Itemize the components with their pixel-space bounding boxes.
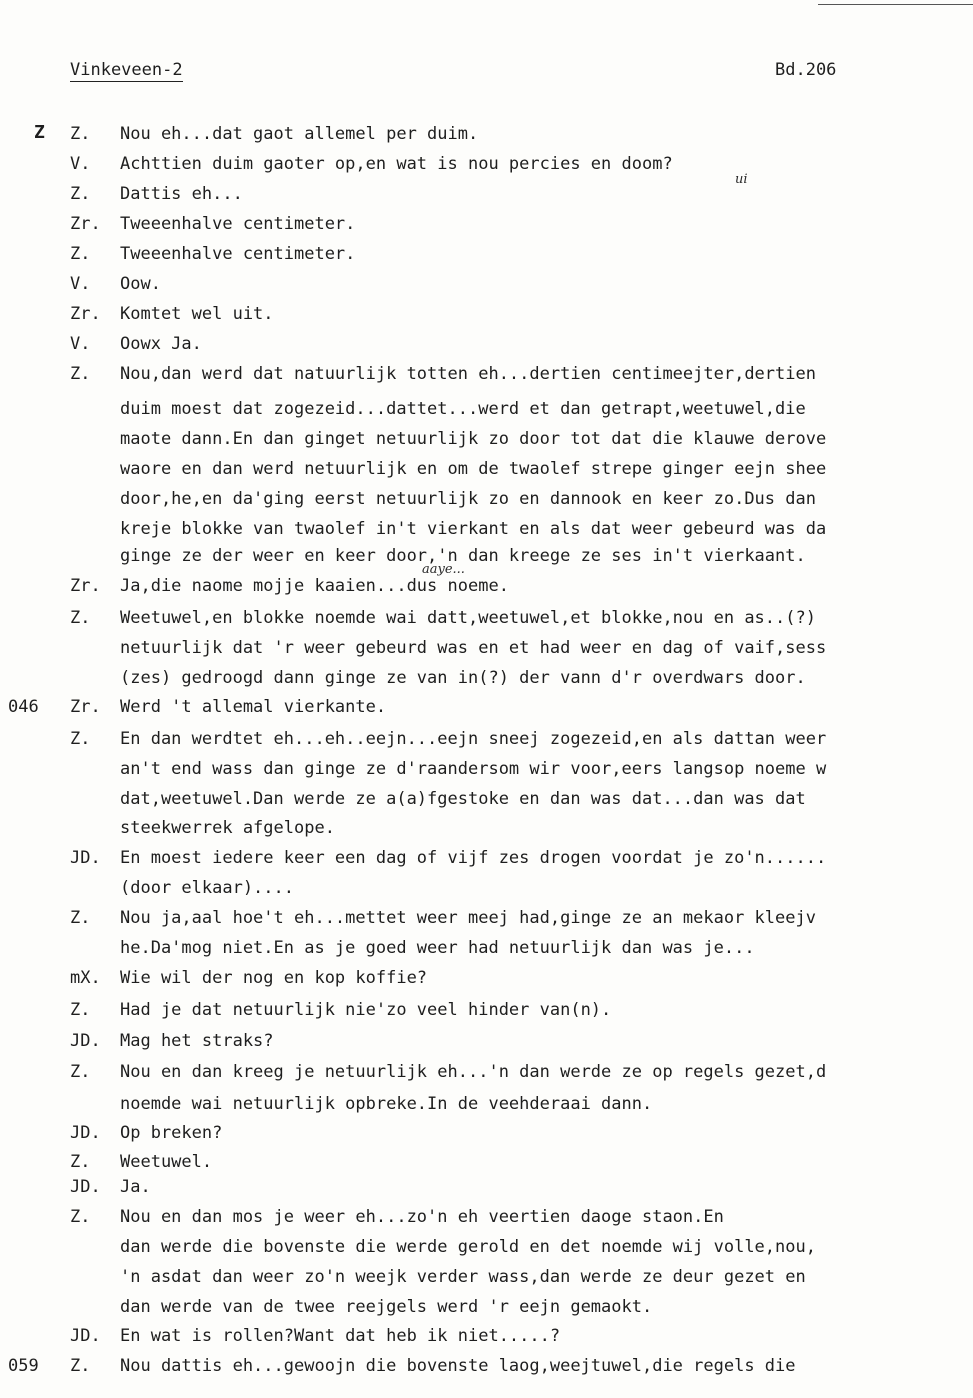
line-text: door,he,en da'ging eerst netuurlijk zo en dannook en keer zo.Dus dan	[120, 489, 816, 509]
speaker-label: JD.	[70, 1123, 101, 1143]
line-text: Nou eh...dat gaot allemel per duim.	[120, 124, 479, 144]
line-text: Nou en dan mos je weer eh...zo'n eh veertien daoge staon.En	[120, 1207, 724, 1227]
line-text: Had je dat netuurlijk nie'zo veel hinder van(n).	[120, 1000, 612, 1020]
line-text: En dan werdtet eh...eh..eejn...eejn sneej zogezeid,en als dattan weer	[120, 729, 827, 749]
speaker-label: JD.	[70, 1177, 101, 1197]
line-text: an't end wass dan ginge ze d'raandersom wir voor,eers langsop noeme w	[120, 759, 827, 779]
line-text: kreje blokke van twaolef in't vierkant en als dat weer gebeurd was da	[120, 519, 827, 539]
speaker-label: Zr.	[70, 304, 101, 324]
speaker-label: Z.	[70, 908, 91, 928]
speaker-label: Z.	[70, 1000, 91, 1020]
line-text: Tweeenhalve centimeter.	[120, 214, 356, 234]
speaker-label: JD.	[70, 848, 101, 868]
line-text: Oowx Ja.	[120, 334, 202, 354]
speaker-label: Z.	[70, 1152, 91, 1172]
speaker-label: Z.	[70, 1356, 91, 1376]
speaker-label: Z.	[70, 364, 91, 384]
line-text: dan werde van de twee reejgels werd 'r eejn gemaokt.	[120, 1297, 653, 1317]
speaker-label: Z.	[70, 1207, 91, 1227]
speaker-label: JD.	[70, 1326, 101, 1346]
speaker-label: Z.	[70, 244, 91, 264]
speaker-label: Z.	[70, 124, 91, 144]
line-text: Wie wil der nog en kop koffie?	[120, 968, 428, 988]
line-text: (zes) gedroogd dann ginge ze van in(?) der vann d'r overdwars door.	[120, 668, 806, 688]
speaker-label: Z.	[70, 184, 91, 204]
handwritten-z-mark: Z	[34, 122, 45, 143]
line-text: Tweeenhalve centimeter.	[120, 244, 356, 264]
line-text: Weetuwel.	[120, 1152, 213, 1172]
speaker-label: V.	[70, 274, 91, 294]
speaker-label: V.	[70, 334, 91, 354]
handwritten-note-doom: ui	[735, 172, 748, 187]
line-text: Achttien duim gaoter op,en wat is nou percies en doom?	[120, 154, 673, 174]
speaker-label: V.	[70, 154, 91, 174]
line-text: Nou ja,aal hoe't eh...mettet weer meej had,ginge ze an mekaor kleejv	[120, 908, 816, 928]
line-text: netuurlijk dat 'r weer gebeurd was en et had weer en dag of vaif,sess	[120, 638, 827, 658]
line-text: Mag het straks?	[120, 1031, 274, 1051]
line-text: 'n asdat dan weer zo'n weejk verder wass,dan werde ze deur gezet en	[120, 1267, 806, 1287]
line-text: Oow.	[120, 274, 161, 294]
line-text: En wat is rollen?Want dat heb ik niet.....?	[120, 1326, 561, 1346]
line-text: Ja.	[120, 1177, 151, 1197]
line-text: Komtet wel uit.	[120, 304, 274, 324]
line-text: Weetuwel,en blokke noemde wai datt,weetuwel,et blokke,nou en as..(?)	[120, 608, 816, 628]
line-text: duim moest dat zogezeid...dattet...werd et dan getrapt,weetuwel,die	[120, 399, 806, 419]
speaker-label: Z.	[70, 1062, 91, 1082]
line-number: 046	[8, 697, 39, 717]
page-reference: Bd.206	[775, 60, 837, 80]
line-text: ginge ze der weer en keer door,'n dan kreege ze ses in't vierkaant.	[120, 546, 806, 566]
handwritten-note-kaaien: aaye...	[422, 562, 465, 577]
speaker-label: Z.	[70, 729, 91, 749]
line-text: dat,weetuwel.Dan werde ze a(a)fgestoke en dan was dat...dan was dat	[120, 789, 806, 809]
speaker-label: Zr.	[70, 576, 101, 596]
document-title: Vinkeveen-2	[70, 60, 183, 80]
line-text: Nou en dan kreeg je netuurlijk eh...'n dan werde ze op regels gezet,d	[120, 1062, 827, 1082]
line-text: waore en dan werd netuurlijk en om de twaolef strepe ginger eejn shee	[120, 459, 827, 479]
line-text: Ja,die naome mojje kaaien...dus noeme.	[120, 576, 509, 596]
line-text: Nou,dan werd dat natuurlijk totten eh...dertien centimeejter,dertien	[120, 364, 816, 384]
speaker-label: Z.	[70, 608, 91, 628]
speaker-label: Zr.	[70, 214, 101, 234]
line-text: Op breken?	[120, 1123, 223, 1143]
line-text: he.Da'mog niet.En as je goed weer had netuurlijk dan was je...	[120, 938, 755, 958]
line-text: maote dann.En dan ginget netuurlijk zo door tot dat die klauwe derove	[120, 429, 827, 449]
speaker-label: Zr.	[70, 697, 101, 717]
line-text: noemde wai netuurlijk opbreke.In de veehderaai dann.	[120, 1094, 653, 1114]
line-number: 059	[8, 1356, 39, 1376]
top-rule	[818, 4, 973, 5]
line-text: steekwerrek afgelope.	[120, 818, 335, 838]
line-text: dan werde die bovenste die werde gerold en det noemde wij volle,nou,	[120, 1237, 816, 1257]
speaker-label: JD.	[70, 1031, 101, 1051]
line-text: Nou dattis eh...gewoojn die bovenste laog,weejtuwel,die regels die	[120, 1356, 796, 1376]
speaker-label: mX.	[70, 968, 101, 988]
line-text: En moest iedere keer een dag of vijf zes drogen voordat je zo'n......	[120, 848, 827, 868]
line-text: (door elkaar)....	[120, 878, 294, 898]
line-text: Werd 't allemal vierkante.	[120, 697, 387, 717]
line-text: Dattis eh...	[120, 184, 243, 204]
